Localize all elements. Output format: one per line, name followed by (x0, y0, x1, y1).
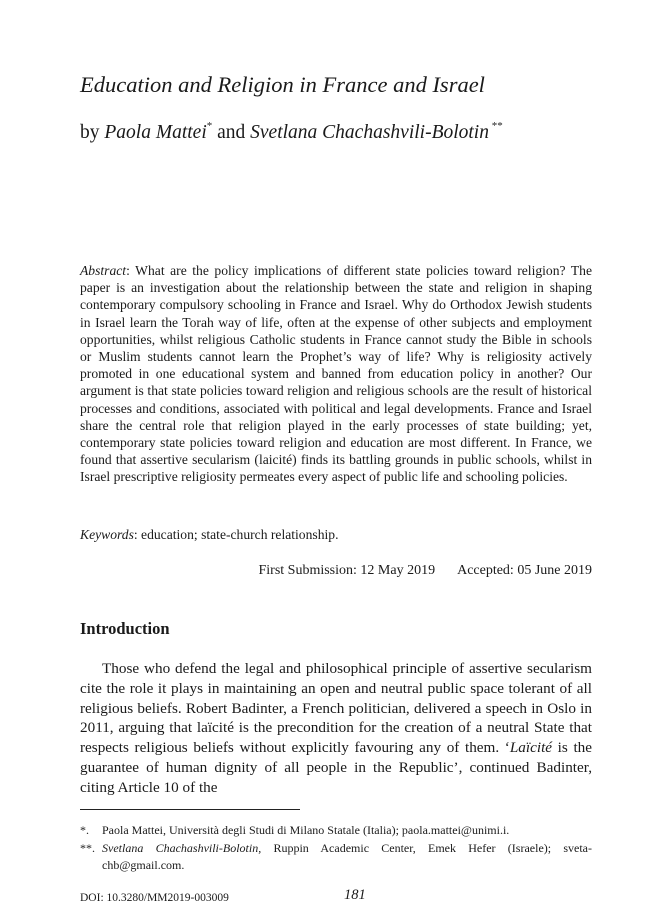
abstract-paragraph (80, 262, 592, 486)
keywords-line (80, 526, 592, 543)
footnote-2 (80, 840, 592, 873)
byline-conjunction: and (212, 122, 251, 143)
footnote-separator (80, 809, 300, 810)
intro-text-part-1: Those who defend the legal and philosophical principle of assertive secularism cite the role it plays in maintaining an open and neutral public space tolerant of all religious beliefs. Robert Badinter, a French politician, delivered a speech in Oslo in 2011, arguing that laïcité is the precondition for the creation of a neutral State that respects religious beliefs without explicitly favouring any of them. ‘ (80, 660, 592, 757)
submission-dates (230, 562, 592, 580)
keywords-label: Keywords (80, 527, 134, 542)
abstract-text: : What are the policy implications of different state policies toward religion? The paper is an investigation about the relationship between the state and religion in shaping contemporary compulsory schooling in France and Israel. Why do Orthodox Jewish students in Israel learn the Torah way of life, often at the expense of other subjects and employment opportunities, whilst religious Catholic students in France cannot study the Bible in schools or Muslim students cannot learn the Prophet’s way of life? Why is religiosity actively promoted in one educational system and banned from education policy in another? Our argument is that state policies toward religion and religious schools are the result of historical processes and conditions, associated with political and legal developments. France and Israel share the central role that religion played in the early processes of state building; yet, contemporary state policies toward religion and education are most different. In France, we found that assertive secularism (laicité) finds its battling grounds in public schools, whilst in Israel prescriptive religiosity permeates every aspect of public life and schooling policies. (80, 263, 592, 485)
introduction-paragraph (80, 659, 592, 798)
author-2-footnote-mark: ** (488, 120, 503, 132)
footnote-1-mark: *. (80, 823, 89, 837)
footnote-1 (80, 822, 592, 839)
intro-text-part-2: is the guarantee of human dignity of all people in the Republic’, continued Badinter, citing Article 10 of the (80, 739, 592, 796)
author-name-1: Paola Mattei (104, 122, 207, 143)
accepted-date: Accepted: 05 June 2019 (457, 563, 592, 578)
doi-identifier: DOI: 10.3280/MM2019-003009 (80, 892, 229, 904)
footnote-1-text: Paola Mattei, Università degli Studi di Milano Statale (Italia); paola.mattei@unimi.i. (102, 823, 510, 837)
byline-prefix: by (80, 122, 105, 143)
article-title: Education and Religion in France and Israel (80, 72, 485, 97)
keywords-text: : education; state-church relationship. (133, 527, 339, 542)
first-submission-date: First Submission: 12 May 2019 (258, 563, 436, 578)
author-name-2: Svetlana Chachashvili-Bolotin (250, 122, 489, 143)
author-1-footnote-mark: * (206, 120, 213, 132)
footnote-2-text: Ruppin Academic Center, Emek Hefer (Israele); sveta-chb@gmail.com. (102, 841, 592, 872)
intro-italic-term: Laïcité (509, 739, 553, 757)
page-number: 181 (344, 887, 366, 903)
abstract-label: Abstract (80, 263, 127, 278)
footnote-2-author-name: Svetlana Chachashvili-Bolotin, (102, 841, 262, 855)
footnote-2-mark: **. (80, 841, 95, 855)
section-heading-introduction: Introduction (80, 619, 170, 638)
author-byline (80, 120, 620, 146)
footnote-2-body (102, 840, 592, 873)
